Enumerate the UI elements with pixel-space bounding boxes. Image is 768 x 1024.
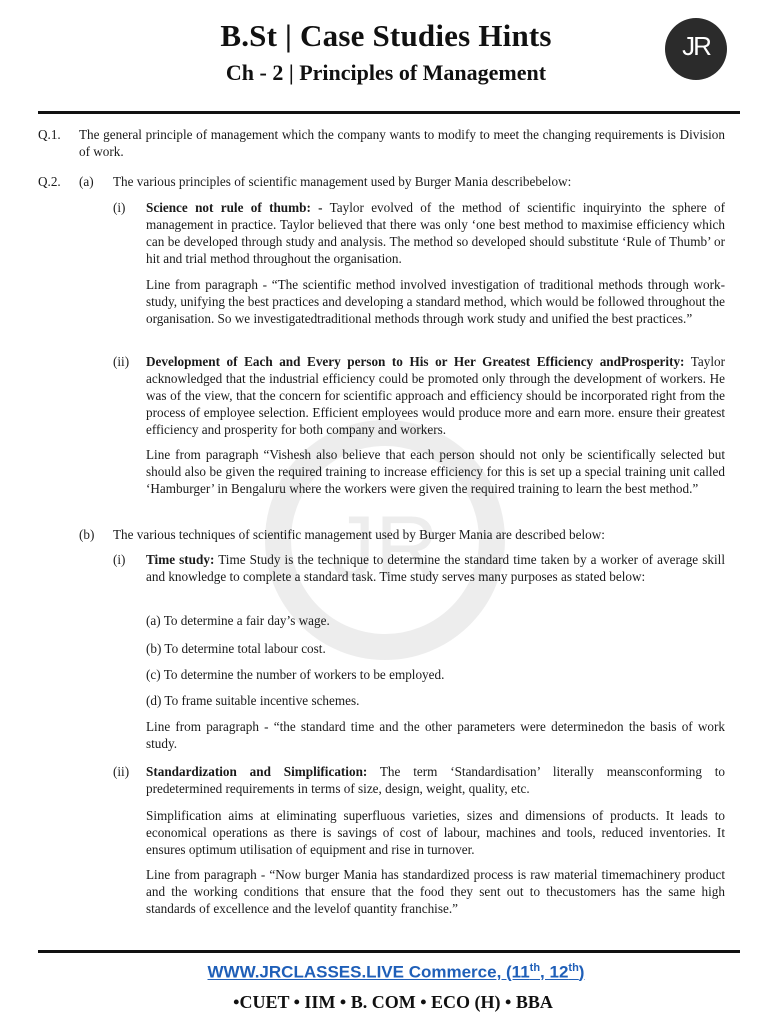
q2b-label: (b) [79, 527, 95, 542]
time-study-purpose-1: (a) To determine a fair day’s wage. [146, 613, 330, 628]
sup-12th: th [568, 962, 579, 974]
document-title: B.St | Case Studies Hints [220, 18, 552, 53]
q1-answer: The general principle of management which the company wants to modify to meet the changing requirements is Division of work. [79, 127, 725, 159]
q2b-i-label: (i) [113, 552, 126, 567]
sup-11th: th [529, 962, 541, 974]
q2b-i-line-from-paragraph: Line from paragraph - “the standard time and the other parameters were determinedon the basis of work study. [146, 719, 725, 751]
time-study-purpose-3: (c) To determine the number of workers to be employed. [146, 667, 445, 682]
website-link-text: WWW.JRCLASSES.LIVE Commerce, (11 [207, 962, 530, 982]
q2a-ii-paragraph [146, 353, 725, 438]
q2a-ii-heading: Development of Each and Every person to His or Her Greatest Efficiency andProsperity: [146, 354, 685, 369]
q2a-label: (a) [79, 174, 94, 189]
jr-watermark-text: JR [331, 497, 439, 596]
q2a-ii-text: Taylor acknowledged that the industrial efficiency could be promoted only through the development of workers. He was of the view, that the concern for scientific approach and efficiency should be incorporated right from the process of employee selection. Efficient employees would produce more and earn more. ensure their greatest efficiency and prosperity for both company and workers. [146, 354, 725, 437]
time-study-purpose-2: (b) To determine total labour cost. [146, 641, 326, 656]
q2b-ii-paragraph [146, 763, 725, 797]
q2b-intro: The various techniques of scientific management used by Burger Mania are described below: [113, 527, 605, 542]
q2b-i-text: Time Study is the technique to determine the standard time taken by a worker of average skill and knowledge to complete a standard task. Time study serves many purposes as stated below: [146, 552, 725, 584]
q2a-i-label: (i) [113, 200, 126, 215]
q2a-ii-line-from-paragraph: Line from paragraph “Vishesh also believe that each person should not only be scientifically selected but should also be given the required training to increase efficiency for this is set up a special training unit called ‘Hamburger’ in Bengaluru where the workers were given the required training to learn the best method.” [146, 447, 725, 496]
website-link-end: ) [578, 962, 585, 982]
website-link-mid: , 12 [540, 962, 569, 982]
q2a-i-heading: Science not rule of thumb: - [146, 200, 323, 215]
q2a-i-text: Taylor evolved of the method of scientific inquiryinto the sphere of management in practice. Taylor believed that there was only ‘one best method to maximise efficiency which can be developed through study and analysis. The method so developed should substitute ‘Rule of Thumb’ or hit and trial method throughout the organisation. [146, 200, 725, 266]
time-study-purpose-4: (d) To frame suitable incentive schemes. [146, 693, 360, 708]
header-divider [38, 111, 740, 114]
chapter-subtitle: Ch - 2 | Principles of Management [225, 60, 547, 85]
page-header [0, 0, 768, 110]
q2a-ii-label: (ii) [113, 354, 130, 369]
footer-divider [38, 950, 740, 953]
jr-logo [665, 18, 727, 80]
q2a-i-line-from-paragraph: Line from paragraph - “The scientific method involved investigation of traditional methods through work-study, unifying the best practices and developing a standard method, which would be followed throughout the organisation. So we investigatedtraditional methods through work study and unified the best practices.” [146, 277, 725, 326]
q2b-i-heading: Time study: [146, 552, 215, 567]
website-link[interactable] [0, 962, 768, 983]
q2b-ii-label: (ii) [113, 764, 130, 779]
q2b-ii-text: The term ‘Standardisation’ literally meansconforming to predetermined requirements in terms of size, design, weight, quality, etc. [146, 764, 725, 796]
q2a-i-paragraph [146, 199, 725, 267]
q1-label: Q.1. [38, 127, 61, 142]
q2-label: Q.2. [38, 174, 61, 189]
q2b-ii-heading: Standardization and Simplification: [146, 764, 368, 779]
q2b-i-paragraph [146, 551, 725, 585]
simplification-paragraph: Simplification aims at eliminating superfluous varieties, sizes and dimensions of products. It leads to economical operations as there is savings of cost of labour, machines and tools, reduced inventories. It ensures optimum utilisation of equipment and rise in turnover. [146, 808, 725, 857]
q2b-ii-line-from-paragraph: Line from paragraph - “Now burger Mania has standardized process is raw material timemachinery product and the working conditions that ensure that the food they sent out to thecustomers has the same high standards of excellence and the levelof quantity franchise.” [146, 867, 725, 916]
course-tags: •CUET • IIM • B. COM • ECO (H) • BBA [233, 992, 553, 1012]
q2a-intro: The various principles of scientific management used by Burger Mania describebelow: [113, 174, 572, 189]
jr-logo-text: JR [682, 31, 710, 61]
